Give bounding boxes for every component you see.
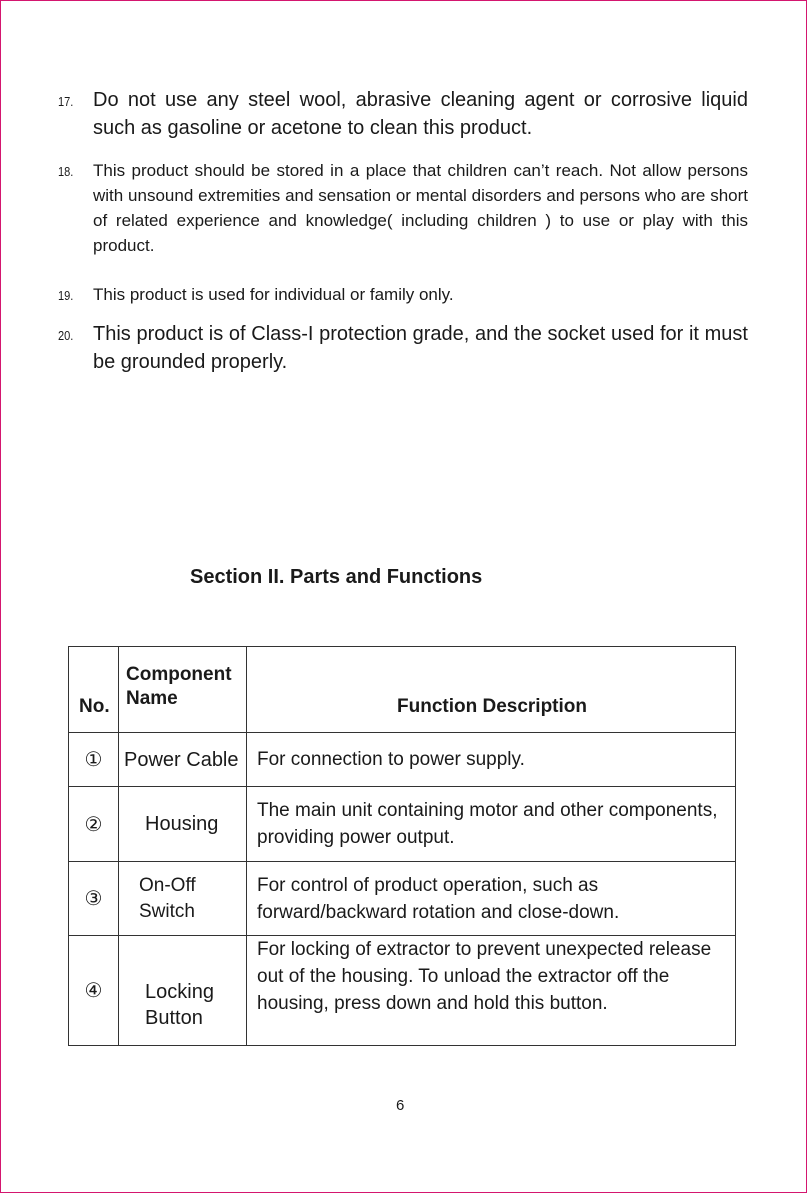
component-name-line2: Switch (139, 900, 195, 922)
instruction-text: This product is used for individual or family only. (93, 285, 454, 304)
row-number: ④ (69, 936, 119, 1046)
instruction-number: 17. (58, 94, 74, 109)
table-header-row (69, 647, 736, 733)
component-name (119, 936, 247, 1046)
table-row (69, 787, 736, 862)
section-title: Section II. Parts and Functions (190, 566, 483, 588)
component-name: Housing (119, 787, 247, 862)
instruction-text: This product should be stored in a place that children can’t reach. Not allow persons with unsound extremities and sensation or mental disorders and persons who are short of related experience and knowledge( including children ) to use or play with this product. (93, 161, 748, 255)
instruction-20 (58, 320, 748, 376)
table-row (69, 733, 736, 787)
instruction-18 (58, 158, 748, 258)
function-description: The main unit containing motor and other components, providing power output. (247, 787, 736, 862)
header-function-description: Function Description (247, 647, 736, 733)
instruction-text: Do not use any steel wool, abrasive cleaning agent or corrosive liquid such as gasoline or acetone to clean this product. (93, 89, 748, 139)
instruction-19 (58, 282, 748, 307)
component-name-line1: On-Off (139, 874, 196, 896)
parts-table (68, 646, 736, 1046)
page-number: 6 (396, 1097, 405, 1114)
instruction-number: 19. (58, 288, 74, 303)
function-description: For connection to power supply. (247, 733, 736, 787)
instruction-17 (58, 86, 748, 142)
row-number: ① (69, 733, 119, 787)
instruction-text: This product is of Class-I protection grade, and the socket used for it must be grounded properly. (93, 323, 748, 373)
component-name: Power Cable (119, 733, 247, 787)
row-number: ② (69, 787, 119, 862)
header-name-line1: Component (126, 664, 232, 685)
function-description: For control of product operation, such as forward/backward rotation and close-down. (247, 862, 736, 936)
table-row (69, 936, 736, 1046)
component-name-line2: Button (145, 1007, 203, 1029)
row-number: ③ (69, 862, 119, 936)
header-no: No. (69, 647, 119, 733)
component-name (119, 862, 247, 936)
table-row (69, 862, 736, 936)
component-name-line1: Locking (145, 981, 214, 1003)
header-component-name (119, 647, 247, 733)
instruction-number: 20. (58, 328, 74, 343)
header-name-line2: Name (126, 688, 178, 709)
instruction-number: 18. (58, 164, 74, 179)
function-description: For locking of extractor to prevent unexpected release out of the housing. To unload the extractor off the housing, press down and hold this button. (247, 936, 736, 1046)
